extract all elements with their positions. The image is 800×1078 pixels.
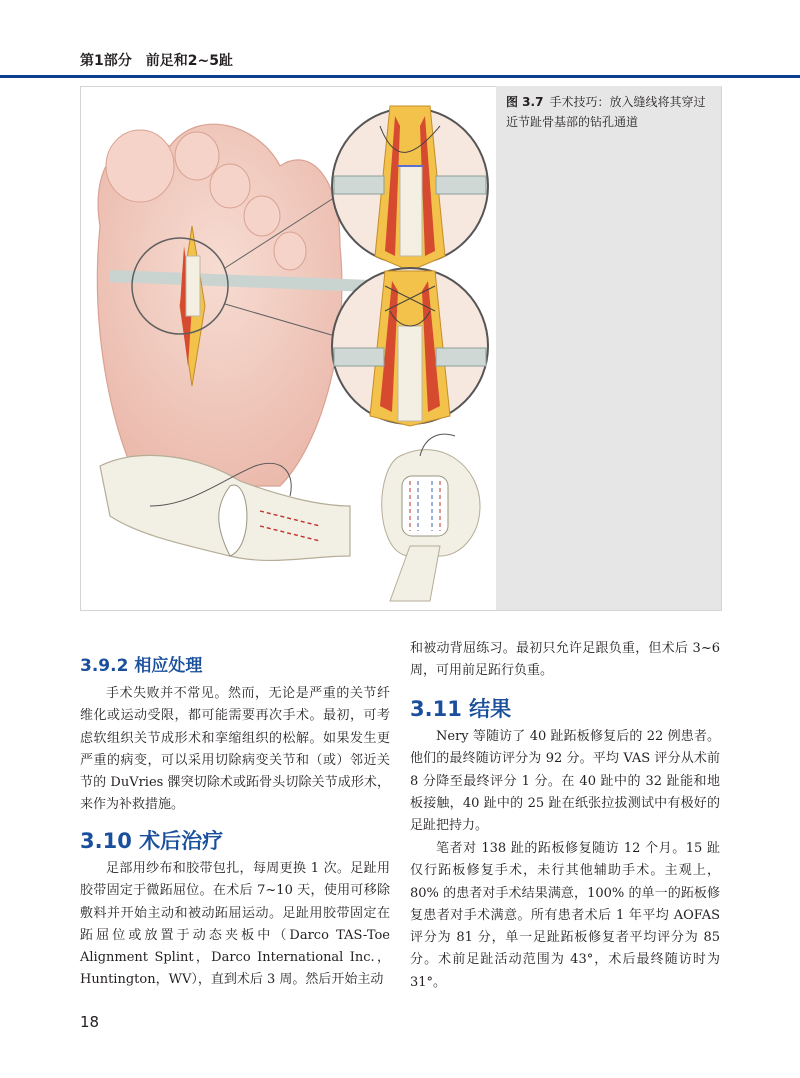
figure-caption bbox=[506, 92, 716, 132]
section-body-3-11-para1: Nery 等随访了 40 趾跖板修复后的 22 例患者。他们的最终随访评分为 92 分。平均 VAS 评分从术前 8 分降至最终评分 1 分。在 40 趾中的 32 趾能和地板接触，40 趾中的 25 趾在纸张拉拔测试中有极好的足趾把持力。 bbox=[410, 729, 720, 834]
section-body-3-9-2: 手术失败并不常见。然而，无论是严重的关节纤维化或运动受限，都可能需要再次手术。最初，可考虑软组织关节成形术和挛缩组织的松解。如果发生更严重的病变，可以采用切除病变关节和（或）邻近关节的 DuVries 髁突切除术或跖骨头切除关节成形术，来作为补救措施。 bbox=[80, 686, 390, 813]
section-body-3-10: 足部用纱布和胶带包扎，每周更换 1 次。足趾用胶带固定于微跖屈位。在术后 7~10 天，使用可移除敷料并开始主动和被动跖屈运动。足趾用胶带固定在跖屈位或放置于动态夹板中（Darco TAS-Toe Alignment Splint，Darco International Inc.，Huntington，WV），直到术后 3 周。然后开始主动 bbox=[80, 861, 390, 988]
figure-number: 图 3.7 bbox=[506, 95, 544, 109]
surgical-illustration bbox=[80, 86, 496, 609]
figure-caption-panel bbox=[496, 86, 721, 610]
magnified-view-upper bbox=[332, 106, 488, 271]
running-header: 第1部分 前足和2~5趾 bbox=[80, 53, 233, 69]
section-heading-3-10: 3.10 术后治疗 bbox=[80, 829, 224, 853]
bone-detail-axial bbox=[382, 434, 480, 601]
section-body-3-10-continued: 和被动背屈练习。最初只允许足跟负重，但术后 3~6 周，可用前足跖行负重。 bbox=[410, 641, 720, 679]
section-heading-3-11: 3.11 结果 bbox=[410, 697, 512, 721]
magnified-view-lower bbox=[332, 268, 488, 426]
foot-drawing bbox=[97, 124, 370, 486]
page-number: 18 bbox=[80, 1013, 100, 1031]
section-heading-3-9-2: 3.9.2 相应处理 bbox=[80, 656, 203, 676]
header-rule bbox=[0, 75, 800, 78]
figure-caption-text: 手术技巧：放入缝线将其穿过近节趾骨基部的钻孔通道 bbox=[506, 95, 706, 129]
section-body-3-11-para2: 笔者对 138 趾的跖板修复随访 12 个月。15 趾仅行跖板修复手术，未行其他辅助手术。主观上，80% 的患者对手术结果满意，100% 的单一的跖板修复患者对手术满意。所有患者术后 1 年平均 AOFAS 评分为 81 分，单一足趾跖板修复者平均评分为 85 分。术前足趾活动范围为 43°，术后最终随访时为 31°。 bbox=[410, 841, 720, 990]
